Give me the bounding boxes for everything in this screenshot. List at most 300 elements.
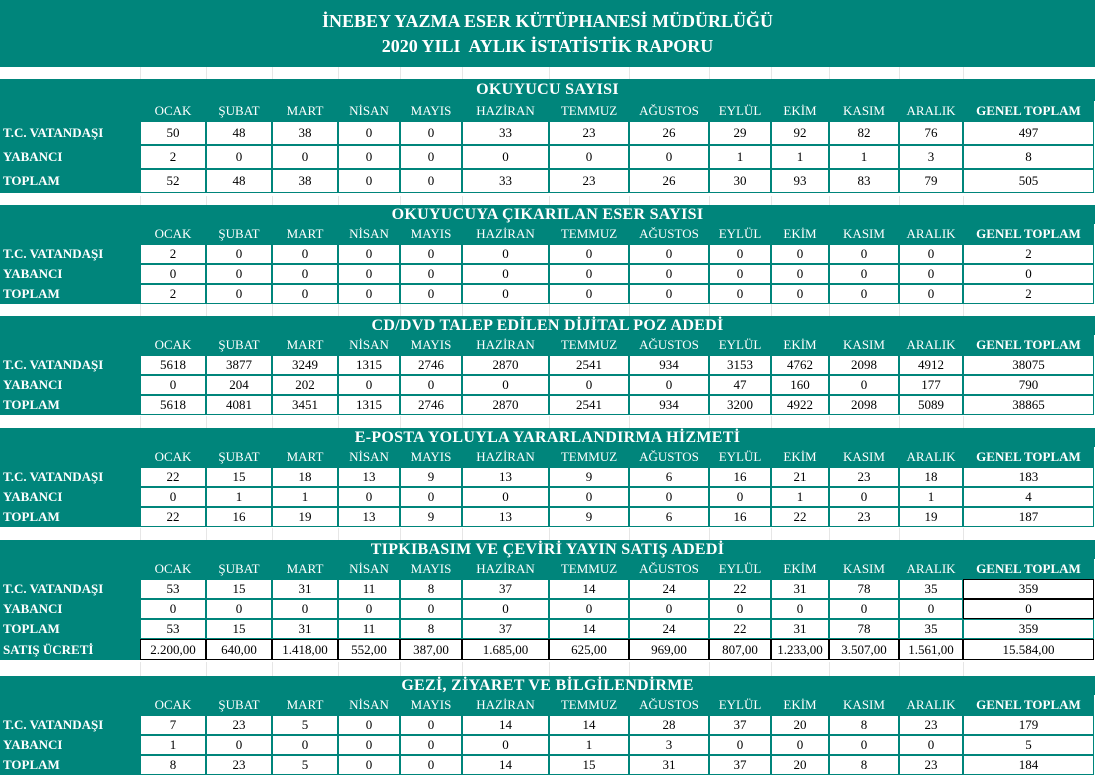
data-cell: 0 — [140, 599, 206, 619]
data-cell: 0 — [338, 284, 400, 304]
data-cell: 202 — [272, 375, 338, 395]
column-header: ARALIK — [899, 101, 963, 121]
data-cell: 52 — [140, 169, 206, 193]
data-cell: 22 — [771, 507, 829, 527]
data-cell: 37 — [709, 755, 771, 775]
data-cell: 0 — [829, 487, 899, 507]
data-cell: 0 — [963, 599, 1094, 619]
data-cell: 8 — [829, 715, 899, 735]
data-cell: 6 — [629, 467, 709, 487]
gridline — [829, 416, 830, 428]
data-cell: 0 — [400, 735, 462, 755]
data-cell: 1 — [709, 145, 771, 169]
data-cell: 3451 — [272, 395, 338, 415]
data-cell: 0 — [206, 735, 272, 755]
gridline — [899, 304, 900, 316]
column-header: KASIM — [829, 224, 899, 244]
data-cell: 0 — [709, 244, 771, 264]
column-header: ARALIK — [899, 335, 963, 355]
column-header: GENEL TOPLAM — [963, 335, 1094, 355]
column-header: OCAK — [140, 559, 206, 579]
row-label: TOPLAM — [0, 169, 140, 193]
gridline — [899, 67, 900, 79]
data-cell: 0 — [462, 599, 549, 619]
column-header: AĞUSTOS — [629, 695, 709, 715]
data-cell: 33 — [462, 169, 549, 193]
gridline — [272, 662, 273, 676]
data-cell: 2746 — [400, 395, 462, 415]
data-cell: 0 — [629, 264, 709, 284]
data-cell: 0 — [709, 487, 771, 507]
data-cell: 11 — [338, 579, 400, 599]
gridline — [963, 304, 964, 316]
data-cell: 2870 — [462, 395, 549, 415]
gridline — [338, 662, 339, 676]
data-cell: 15 — [206, 579, 272, 599]
row-label: T.C. VATANDAŞI — [0, 355, 140, 375]
data-cell: 0 — [400, 264, 462, 284]
data-cell: 13 — [338, 467, 400, 487]
gridline — [549, 196, 550, 205]
column-header: OCAK — [140, 335, 206, 355]
column-header: EYLÜL — [709, 335, 771, 355]
data-cell: 0 — [338, 244, 400, 264]
data-cell: 9 — [549, 467, 629, 487]
column-header: HAZİRAN — [462, 695, 549, 715]
data-cell: 0 — [400, 375, 462, 395]
gridline — [400, 304, 401, 316]
gridline — [829, 528, 830, 540]
data-cell: 0 — [206, 284, 272, 304]
data-cell: 22 — [140, 507, 206, 527]
gridline — [709, 304, 710, 316]
data-cell: 0 — [829, 599, 899, 619]
data-cell: 48 — [206, 169, 272, 193]
gridline — [709, 416, 710, 428]
data-cell: 47 — [709, 375, 771, 395]
data-cell: 0 — [206, 244, 272, 264]
data-cell: 625,00 — [549, 639, 629, 660]
data-cell: 37 — [462, 619, 549, 639]
data-cell: 8 — [829, 755, 899, 775]
gridline — [140, 416, 141, 428]
gridline — [206, 662, 207, 676]
data-cell: 9 — [400, 467, 462, 487]
column-header: ŞUBAT — [206, 224, 272, 244]
column-header: OCAK — [140, 224, 206, 244]
data-cell: 790 — [963, 375, 1094, 395]
gridline — [629, 528, 630, 540]
gridline — [709, 662, 710, 676]
data-cell: 0 — [771, 264, 829, 284]
data-cell: 359 — [963, 579, 1094, 599]
data-cell: 0 — [400, 145, 462, 169]
gridline — [963, 416, 964, 428]
data-cell: 1 — [140, 735, 206, 755]
gridline — [338, 304, 339, 316]
column-header: AĞUSTOS — [629, 335, 709, 355]
data-cell: 23 — [899, 755, 963, 775]
column-header: GENEL TOPLAM — [963, 101, 1094, 121]
column-header: NİSAN — [338, 695, 400, 715]
data-cell: 28 — [629, 715, 709, 735]
data-cell: 0 — [272, 264, 338, 284]
row-label: T.C. VATANDAŞI — [0, 467, 140, 487]
column-header: EKİM — [771, 101, 829, 121]
data-cell: 24 — [629, 579, 709, 599]
data-cell: 5618 — [140, 395, 206, 415]
gridline — [709, 67, 710, 79]
column-header: TEMMUZ — [549, 447, 629, 467]
data-cell: 0 — [629, 375, 709, 395]
data-cell: 0 — [272, 599, 338, 619]
report-subtitle: 2020 YILI AYLIK İSTATİSTİK RAPORU — [381, 35, 714, 56]
column-header: MART — [272, 224, 338, 244]
data-cell: 0 — [629, 244, 709, 264]
data-cell: 18 — [899, 467, 963, 487]
column-header: MAYIS — [400, 224, 462, 244]
gridline — [771, 662, 772, 676]
column-header: TEMMUZ — [549, 559, 629, 579]
column-header: EYLÜL — [709, 559, 771, 579]
gridline — [140, 196, 141, 205]
column-header-blank — [0, 224, 140, 244]
gridline — [963, 662, 964, 676]
column-header: HAZİRAN — [462, 224, 549, 244]
row-label: YABANCI — [0, 599, 140, 619]
data-cell: 0 — [899, 599, 963, 619]
data-cell: 0 — [140, 264, 206, 284]
column-header: OCAK — [140, 447, 206, 467]
data-cell: 2098 — [829, 395, 899, 415]
gridline — [899, 662, 900, 676]
column-header: MART — [272, 335, 338, 355]
data-cell: 0 — [338, 715, 400, 735]
column-header: ŞUBAT — [206, 447, 272, 467]
data-cell: 19 — [899, 507, 963, 527]
gridline — [629, 196, 630, 205]
data-cell: 3.507,00 — [829, 639, 899, 660]
data-cell: 0 — [272, 145, 338, 169]
data-cell: 2 — [140, 145, 206, 169]
data-cell: 22 — [140, 467, 206, 487]
data-cell: 807,00 — [709, 639, 771, 660]
data-cell: 19 — [272, 507, 338, 527]
data-cell: 969,00 — [629, 639, 709, 660]
gridline — [829, 304, 830, 316]
data-cell: 183 — [963, 467, 1094, 487]
data-cell: 0 — [338, 145, 400, 169]
data-cell: 0 — [272, 284, 338, 304]
column-header: AĞUSTOS — [629, 224, 709, 244]
column-header-blank — [0, 559, 140, 579]
data-cell: 8 — [963, 145, 1094, 169]
gridline — [206, 67, 207, 79]
data-cell: 23 — [206, 755, 272, 775]
column-header-blank — [0, 447, 140, 467]
data-cell: 5 — [963, 735, 1094, 755]
gridline — [709, 196, 710, 205]
data-cell: 934 — [629, 395, 709, 415]
data-cell: 23 — [829, 507, 899, 527]
data-cell: 78 — [829, 579, 899, 599]
data-cell: 1 — [272, 487, 338, 507]
data-cell: 24 — [629, 619, 709, 639]
data-cell: 0 — [549, 264, 629, 284]
data-cell: 37 — [462, 579, 549, 599]
data-cell: 3200 — [709, 395, 771, 415]
gridline — [629, 304, 630, 316]
column-header-blank — [0, 335, 140, 355]
data-cell: 14 — [549, 579, 629, 599]
data-cell: 0 — [462, 145, 549, 169]
data-cell: 0 — [338, 169, 400, 193]
gridline — [338, 196, 339, 205]
data-cell: 0 — [629, 599, 709, 619]
data-cell: 934 — [629, 355, 709, 375]
data-cell: 13 — [338, 507, 400, 527]
data-cell: 0 — [829, 375, 899, 395]
data-cell: 0 — [400, 284, 462, 304]
column-header: OCAK — [140, 101, 206, 121]
column-header: EKİM — [771, 335, 829, 355]
gridline — [549, 662, 550, 676]
gridline — [629, 416, 630, 428]
data-cell: 0 — [462, 284, 549, 304]
column-header: ARALIK — [899, 224, 963, 244]
column-header: EYLÜL — [709, 695, 771, 715]
data-cell: 187 — [963, 507, 1094, 527]
data-cell: 552,00 — [338, 639, 400, 660]
gridline — [462, 304, 463, 316]
gridline — [400, 662, 401, 676]
data-cell: 8 — [140, 755, 206, 775]
data-cell: 0 — [400, 169, 462, 193]
data-cell: 0 — [549, 145, 629, 169]
data-cell: 4 — [963, 487, 1094, 507]
column-header: ARALIK — [899, 559, 963, 579]
section-title: E-POSTA YOLUYLA YARARLANDIRMA HİZMETİ — [0, 428, 1095, 447]
column-header: TEMMUZ — [549, 101, 629, 121]
data-cell: 78 — [829, 619, 899, 639]
row-label: TOPLAM — [0, 619, 140, 639]
data-cell: 0 — [709, 599, 771, 619]
gridline — [963, 67, 964, 79]
data-cell: 4922 — [771, 395, 829, 415]
data-cell: 0 — [400, 755, 462, 775]
data-cell: 0 — [272, 244, 338, 264]
data-cell: 0 — [400, 599, 462, 619]
data-cell: 50 — [140, 121, 206, 145]
data-cell: 82 — [829, 121, 899, 145]
data-cell: 26 — [629, 169, 709, 193]
row-label: T.C. VATANDAŞI — [0, 121, 140, 145]
data-cell: 3 — [629, 735, 709, 755]
data-cell: 2870 — [462, 355, 549, 375]
data-cell: 2541 — [549, 355, 629, 375]
data-cell: 0 — [771, 284, 829, 304]
column-header: KASIM — [829, 447, 899, 467]
data-cell: 0 — [206, 145, 272, 169]
column-header: MAYIS — [400, 101, 462, 121]
column-header: KASIM — [829, 335, 899, 355]
data-cell: 5089 — [899, 395, 963, 415]
data-cell: 0 — [400, 121, 462, 145]
data-cell: 13 — [462, 507, 549, 527]
gridline — [400, 528, 401, 540]
column-header: KASIM — [829, 695, 899, 715]
gridline — [272, 528, 273, 540]
column-header: MAYIS — [400, 695, 462, 715]
gridline — [462, 528, 463, 540]
data-cell: 79 — [899, 169, 963, 193]
column-header: GENEL TOPLAM — [963, 559, 1094, 579]
data-cell: 16 — [206, 507, 272, 527]
data-cell: 16 — [709, 507, 771, 527]
data-cell: 2 — [140, 284, 206, 304]
column-header: AĞUSTOS — [629, 447, 709, 467]
data-cell: 0 — [899, 284, 963, 304]
data-cell: 20 — [771, 715, 829, 735]
column-header: EYLÜL — [709, 101, 771, 121]
data-cell: 0 — [462, 264, 549, 284]
row-label: YABANCI — [0, 735, 140, 755]
data-cell: 9 — [549, 507, 629, 527]
column-header: EKİM — [771, 447, 829, 467]
data-cell: 15 — [206, 467, 272, 487]
data-cell: 0 — [400, 244, 462, 264]
column-header: MAYIS — [400, 335, 462, 355]
column-header: AĞUSTOS — [629, 101, 709, 121]
data-cell: 8 — [400, 579, 462, 599]
column-header: KASIM — [829, 559, 899, 579]
data-cell: 497 — [963, 121, 1094, 145]
data-cell: 0 — [549, 599, 629, 619]
data-cell: 26 — [629, 121, 709, 145]
gridline — [549, 528, 550, 540]
data-cell: 0 — [899, 735, 963, 755]
column-header: NİSAN — [338, 101, 400, 121]
data-cell: 83 — [829, 169, 899, 193]
data-cell: 160 — [771, 375, 829, 395]
data-cell: 15 — [206, 619, 272, 639]
column-header-blank — [0, 695, 140, 715]
data-cell: 23 — [899, 715, 963, 735]
data-cell: 640,00 — [206, 639, 272, 660]
data-cell: 3249 — [272, 355, 338, 375]
data-cell: 21 — [771, 467, 829, 487]
gridline — [771, 416, 772, 428]
section-title: OKUYUCU SAYISI — [0, 79, 1095, 101]
column-header: HAZİRAN — [462, 101, 549, 121]
gridline — [629, 67, 630, 79]
gridline — [462, 67, 463, 79]
data-cell: 76 — [899, 121, 963, 145]
column-header: GENEL TOPLAM — [963, 695, 1094, 715]
row-label: T.C. VATANDAŞI — [0, 715, 140, 735]
data-cell: 1 — [899, 487, 963, 507]
gridline — [549, 304, 550, 316]
column-header: MAYIS — [400, 447, 462, 467]
data-cell: 31 — [272, 579, 338, 599]
data-cell: 0 — [400, 487, 462, 507]
data-cell: 0 — [462, 244, 549, 264]
column-header: MART — [272, 559, 338, 579]
gridline — [140, 528, 141, 540]
data-cell: 35 — [899, 619, 963, 639]
data-cell: 0 — [462, 487, 549, 507]
row-label: YABANCI — [0, 487, 140, 507]
data-cell: 3153 — [709, 355, 771, 375]
gridline — [272, 304, 273, 316]
data-cell: 1.685,00 — [462, 639, 549, 660]
data-cell: 0 — [709, 284, 771, 304]
data-cell: 0 — [709, 264, 771, 284]
data-cell: 0 — [771, 599, 829, 619]
data-cell: 20 — [771, 755, 829, 775]
column-header: MART — [272, 695, 338, 715]
data-cell: 22 — [709, 579, 771, 599]
column-header: KASIM — [829, 101, 899, 121]
column-header: ŞUBAT — [206, 335, 272, 355]
data-cell: 53 — [140, 619, 206, 639]
data-cell: 14 — [462, 715, 549, 735]
gridline — [206, 304, 207, 316]
column-header: HAZİRAN — [462, 335, 549, 355]
gridline — [462, 196, 463, 205]
column-header: HAZİRAN — [462, 447, 549, 467]
data-cell: 0 — [338, 487, 400, 507]
column-header: NİSAN — [338, 224, 400, 244]
gridline — [338, 416, 339, 428]
row-label: TOPLAM — [0, 755, 140, 775]
data-cell: 13 — [462, 467, 549, 487]
data-cell: 1 — [771, 487, 829, 507]
data-cell: 31 — [629, 755, 709, 775]
column-header: ARALIK — [899, 447, 963, 467]
data-cell: 23 — [206, 715, 272, 735]
data-cell: 0 — [899, 264, 963, 284]
column-header: EKİM — [771, 224, 829, 244]
data-cell: 14 — [462, 755, 549, 775]
column-header: NİSAN — [338, 335, 400, 355]
data-cell: 23 — [829, 467, 899, 487]
data-cell: 0 — [629, 487, 709, 507]
data-cell: 387,00 — [400, 639, 462, 660]
gridline — [829, 67, 830, 79]
column-header: GENEL TOPLAM — [963, 447, 1094, 467]
gridline — [140, 662, 141, 676]
data-cell: 38865 — [963, 395, 1094, 415]
data-cell: 2541 — [549, 395, 629, 415]
gridline — [338, 528, 339, 540]
gridline — [206, 196, 207, 205]
column-header: ŞUBAT — [206, 695, 272, 715]
data-cell: 2 — [963, 244, 1094, 264]
data-cell: 5618 — [140, 355, 206, 375]
gridline — [272, 196, 273, 205]
data-cell: 0 — [629, 284, 709, 304]
data-cell: 23 — [549, 169, 629, 193]
data-cell: 505 — [963, 169, 1094, 193]
gridline — [829, 662, 830, 676]
row-label: YABANCI — [0, 145, 140, 169]
column-header: AĞUSTOS — [629, 559, 709, 579]
row-label: T.C. VATANDAŞI — [0, 579, 140, 599]
data-cell: 33 — [462, 121, 549, 145]
data-cell: 1.418,00 — [272, 639, 338, 660]
gridline — [549, 416, 550, 428]
